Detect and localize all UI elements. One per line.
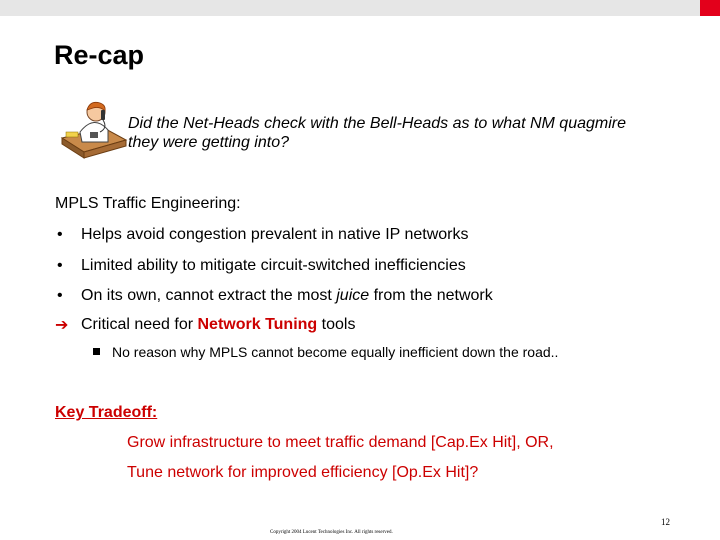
critical-need-end: tools (317, 316, 356, 333)
bullet-item-3 (81, 287, 493, 305)
bullet-marker: • (57, 257, 63, 274)
bullet-item-3-start: On its own, cannot extract the most (81, 287, 337, 304)
critical-need-start: Critical need for (81, 316, 198, 333)
person-on-phone-clipart (60, 98, 128, 164)
bullet-item-3-end: from the network (369, 287, 493, 304)
copyright-notice: Copyright 2004 Lucent Technologies Inc. All rights reserved. (270, 530, 393, 535)
sub-bullet-item: No reason why MPLS cannot become equally inefficient down the road.. (112, 344, 559, 360)
top-red-accent (700, 0, 720, 16)
page-number: 12 (661, 517, 670, 527)
bullet-item-1: Helps avoid congestion prevalent in native IP networks (81, 226, 469, 243)
top-header-bar (0, 0, 700, 16)
slide-title: Re-cap (54, 40, 145, 70)
recap-question: Did the Net-Heads check with the Bell-Heads as to what NM quagmire they were getting into? (128, 115, 626, 151)
bullet-item-2: Limited ability to mitigate circuit-switched inefficiencies (81, 257, 466, 274)
tradeoff-option-1: Grow infrastructure to meet traffic demand [Cap.Ex Hit], OR, (127, 434, 554, 451)
network-tuning-highlight: Network Tuning (197, 316, 318, 333)
key-tradeoff-label: Key Tradeoff: (55, 404, 158, 421)
square-bullet-icon (93, 348, 100, 355)
tradeoff-option-2: Tune network for improved efficiency [Op.Ex Hit]? (127, 464, 479, 481)
bullet-item-3-italic: juice (336, 287, 370, 304)
mpls-heading: MPLS Traffic Engineering: (55, 195, 241, 212)
bullet-marker: • (57, 226, 63, 243)
bullet-marker: • (57, 287, 63, 304)
arrow-icon: ➔ (55, 317, 69, 334)
critical-need-item (81, 316, 355, 334)
